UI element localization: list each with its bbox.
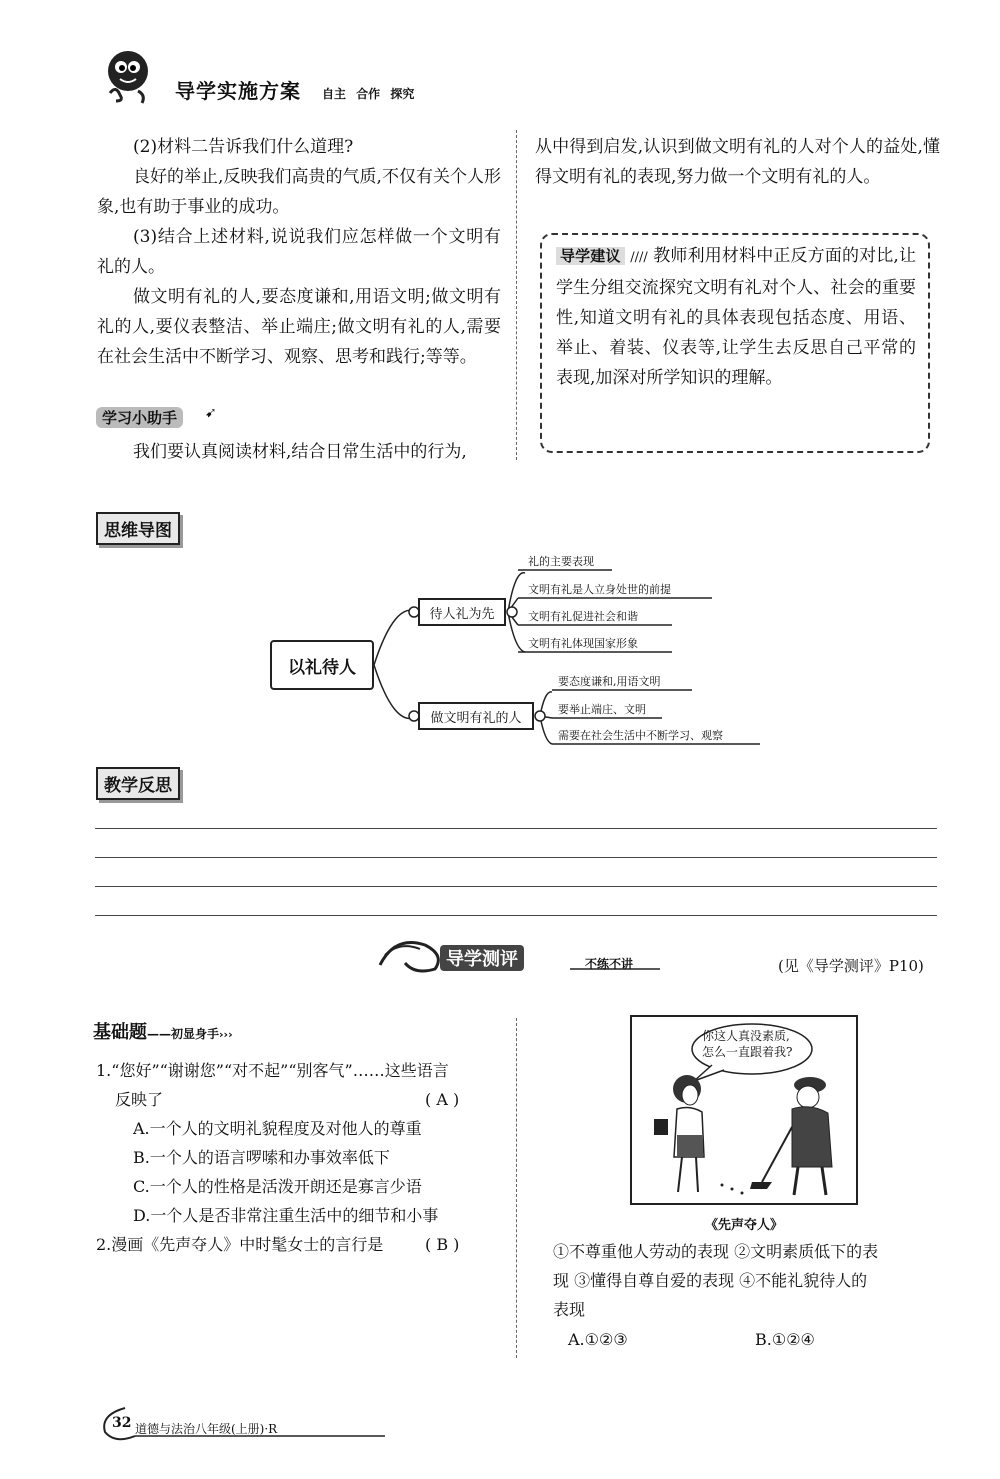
reflection-line [95, 915, 937, 916]
speech-bubble-line-1: 你这人真没素质, [702, 1029, 790, 1043]
q1-option: C.一个人的性格是活泼开朗还是寡言少语 [133, 1177, 422, 1196]
cartoon-caption: 《先声夺人》 [705, 1218, 784, 1233]
q1-option: D.一个人是否非常注重生活中的细节和小事 [133, 1206, 439, 1225]
q2-statement-line-1: ①不尊重他人劳动的表现 ②文明素质低下的表 [553, 1242, 879, 1261]
q2-statement-line-3: 表现 [553, 1300, 586, 1319]
basic-sub: ——初显身手 [147, 1027, 220, 1041]
reflection-line [95, 886, 937, 887]
mindmap-leaf: 要举止端庄、文明 [558, 703, 646, 716]
mindmap-leaf: 文明有礼体现国家形象 [528, 637, 638, 650]
q1-stem: 1.“您好”“谢谢您”“对不起”“别客气”……这些语言 [96, 1061, 449, 1080]
question-2: (2)材料二告诉我们什么道理? [133, 137, 354, 157]
mindmap-node-1: 待人礼为先 [418, 598, 506, 626]
chevron-right-icon: ››› [219, 1028, 233, 1041]
banner-reference: (见《导学测评》P10) [778, 957, 924, 975]
mindmap-leaf: 礼的主要表现 [528, 555, 594, 568]
mindmap-section-tag: 思维导图 [96, 512, 180, 545]
q2-option-a: A.①②③ [568, 1330, 628, 1349]
answer-3: 做文明有礼的人,要态度谦和,用语文明;做文明有礼的人,要仪表整洁、举止端庄;做文明有礼的人,需要在社会生活中不断学习、观察、思考和践行;等等。 [97, 287, 501, 367]
cartoon-image [630, 1015, 858, 1205]
q1-answer: ( A ) [425, 1090, 460, 1109]
q1-stem-2: 反映了 [115, 1090, 164, 1109]
helper-arrow-icon: ➹ [205, 405, 217, 421]
mindmap-leaf: 文明有礼促进社会和谐 [528, 610, 638, 623]
q1-option: B.一个人的语言啰嗦和办事效率低下 [133, 1148, 390, 1167]
question-3: (3)结合上述材料,说说我们应怎样做一个文明有礼的人。 [97, 227, 501, 277]
speech-bubble-line-2: 怎么一直跟着我? [702, 1045, 793, 1059]
q2-statement-line-2: 现 ③懂得自尊自爱的表现 ④不能礼貌待人的 [553, 1271, 868, 1290]
header-subtitle: 自主 合作 探究 [322, 87, 415, 101]
answer-2: 良好的举止,反映我们高贵的气质,不仅有关个人形象,也有助于事业的成功。 [97, 167, 501, 217]
banner-title: 导学测评 [440, 945, 524, 971]
q1-option: A.一个人的文明礼貌程度及对他人的尊重 [133, 1119, 422, 1138]
right-continuation: 从中得到启发,认识到做文明有礼的人对个人的益处,懂得文明有礼的表现,努力做一个文明有礼的人。 [535, 137, 940, 187]
mindmap-leaf: 文明有礼是人立身处世的前提 [528, 583, 671, 596]
tip-text: 教师利用材料中正反方面的对比,让学生分组交流探究文明有礼对个人、社会的重要性,知道文明有礼的具体表现包括态度、用语、举止、着装、仪表等,让学生去反思自己平常的表现,加深对所学知识的理解。 [556, 246, 916, 388]
reflection-line [95, 857, 937, 858]
page-number: 32 [112, 1415, 132, 1431]
basic-label: 基础题 [93, 1022, 147, 1043]
mindmap-leaf: 需要在社会生活中不断学习、观察 [558, 729, 723, 742]
reflection-line [95, 828, 937, 829]
mindmap-leaf: 要态度谦和,用语文明 [558, 675, 661, 688]
footer-book-title: 道德与法治八年级(上册)·R [135, 1422, 278, 1436]
helper-label: 学习小助手 [96, 407, 183, 428]
mindmap-root: 以礼待人 [270, 640, 374, 690]
tip-label: 导学建议 [556, 247, 625, 265]
header-title: 导学实施方案 [175, 79, 301, 103]
helper-text: 我们要认真阅读材料,结合日常生活中的行为, [133, 442, 467, 462]
column-divider-lower [516, 1018, 517, 1358]
reflection-section-tag: 教学反思 [96, 767, 180, 800]
q2-answer: ( B ) [425, 1235, 460, 1254]
q2-stem: 2.漫画《先声夺人》中时髦女士的言行是 [96, 1235, 384, 1254]
tip-slash-icon: //// [630, 250, 648, 265]
q2-option-b: B.①②④ [755, 1330, 815, 1349]
banner-subtitle: 不练不讲 [585, 957, 634, 971]
mindmap-node-2: 做文明有礼的人 [418, 702, 534, 730]
